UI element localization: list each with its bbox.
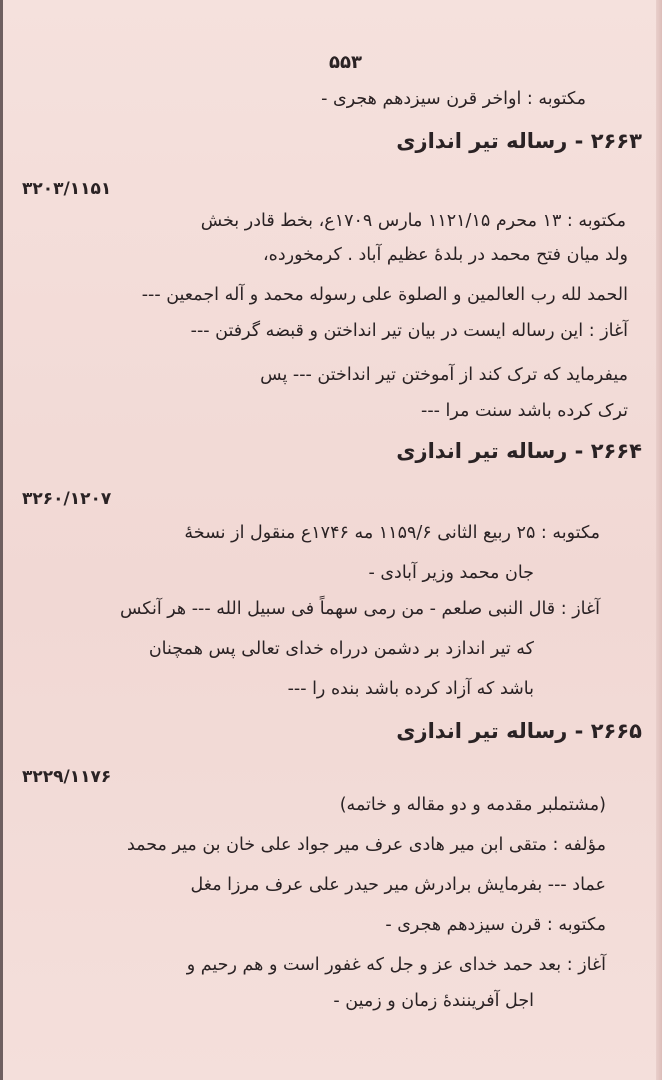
entry-2663-line-scribe: ولد میان فتح محمد در بلدهٔ عظیم آباد . کرمخورده، bbox=[263, 245, 628, 265]
page-edge-shadow bbox=[0, 0, 3, 1080]
entry-2663-line-end: ترک کرده باشد سنت مرا --- bbox=[421, 401, 628, 421]
entry-2663-line-text: میفرماید که ترک کند از آموختن تیر انداختن --- پس bbox=[260, 365, 628, 385]
page-edge bbox=[656, 0, 662, 1080]
entry-2665-line-incipit: آغاز : بعد حمد خدای عز و جل که غفور است و هم رحیم و bbox=[186, 955, 606, 975]
entry-2665-line-author-cont: عماد --- بفرمایش برادرش میر حیدر علی عرف مرزا مغل bbox=[190, 875, 606, 895]
copy-date-line: مکتوبه : اواخر قرن سیزدهم هجری - bbox=[321, 89, 586, 109]
entry-2664-line-incipit: آغاز : قال النبی صلعم - من رمی سهماً فی سبیل الله --- هر آنکس bbox=[119, 599, 600, 619]
entry-2665-line-author: مؤلفه : متقی ابن میر هادی عرف میر جواد علی خان بن میر محمد bbox=[126, 835, 606, 855]
entry-2665-line-end: اجل آفرینندهٔ زمان و زمین - bbox=[333, 991, 534, 1011]
accession-number-2663: ۳۲۰۳/۱۱۵۱ bbox=[22, 179, 112, 199]
accession-number-2665: ۳۲۲۹/۱۱۷۶ bbox=[22, 767, 112, 787]
entry-2663-line-copy: مکتوبه : ۱۳ محرم ۱۱۲۱/۱۵ مارس ۱۷۰۹ع، بخط قادر بخش bbox=[200, 211, 626, 231]
entry-heading-2665: ۲۶۶۵ - رساله تیر اندازی bbox=[396, 719, 642, 743]
entry-2663-line-invocation: الحمد لله رب العالمین و الصلوة علی رسوله محمد و آله اجمعین --- bbox=[141, 285, 628, 305]
page-number: ۵۵۳ bbox=[329, 52, 362, 73]
entry-2664-line-copy: مکتوبه : ۲۵ ربیع الثانی ۱۱۵۹/۶ مه ۱۷۴۶ع منقول از نسخهٔ bbox=[184, 523, 600, 543]
entry-heading-2663: ۲۶۶۳ - رساله تیر اندازی bbox=[396, 129, 642, 153]
accession-number-2664: ۳۲۶۰/۱۲۰۷ bbox=[22, 489, 112, 509]
entry-2665-line-contents: (مشتملبر مقدمه و دو مقاله و خاتمه) bbox=[339, 795, 606, 815]
entry-2664-line-end: باشد که آزاد کرده باشد بنده را --- bbox=[287, 679, 534, 699]
entry-2663-line-incipit: آغاز : این رساله ایست در بیان تیر انداختن و قبضه گرفتن --- bbox=[190, 321, 628, 341]
entry-2665-line-copy: مکتوبه : قرن سیزدهم هجری - bbox=[385, 915, 606, 935]
entry-2664-line-source: جان محمد وزیر آبادی - bbox=[368, 563, 534, 583]
entry-2664-line-text: که تیر اندازد بر دشمن درراه خدای تعالی پس همچنان bbox=[148, 639, 534, 659]
entry-heading-2664: ۲۶۶۴ - رساله تیر اندازی bbox=[396, 439, 642, 463]
